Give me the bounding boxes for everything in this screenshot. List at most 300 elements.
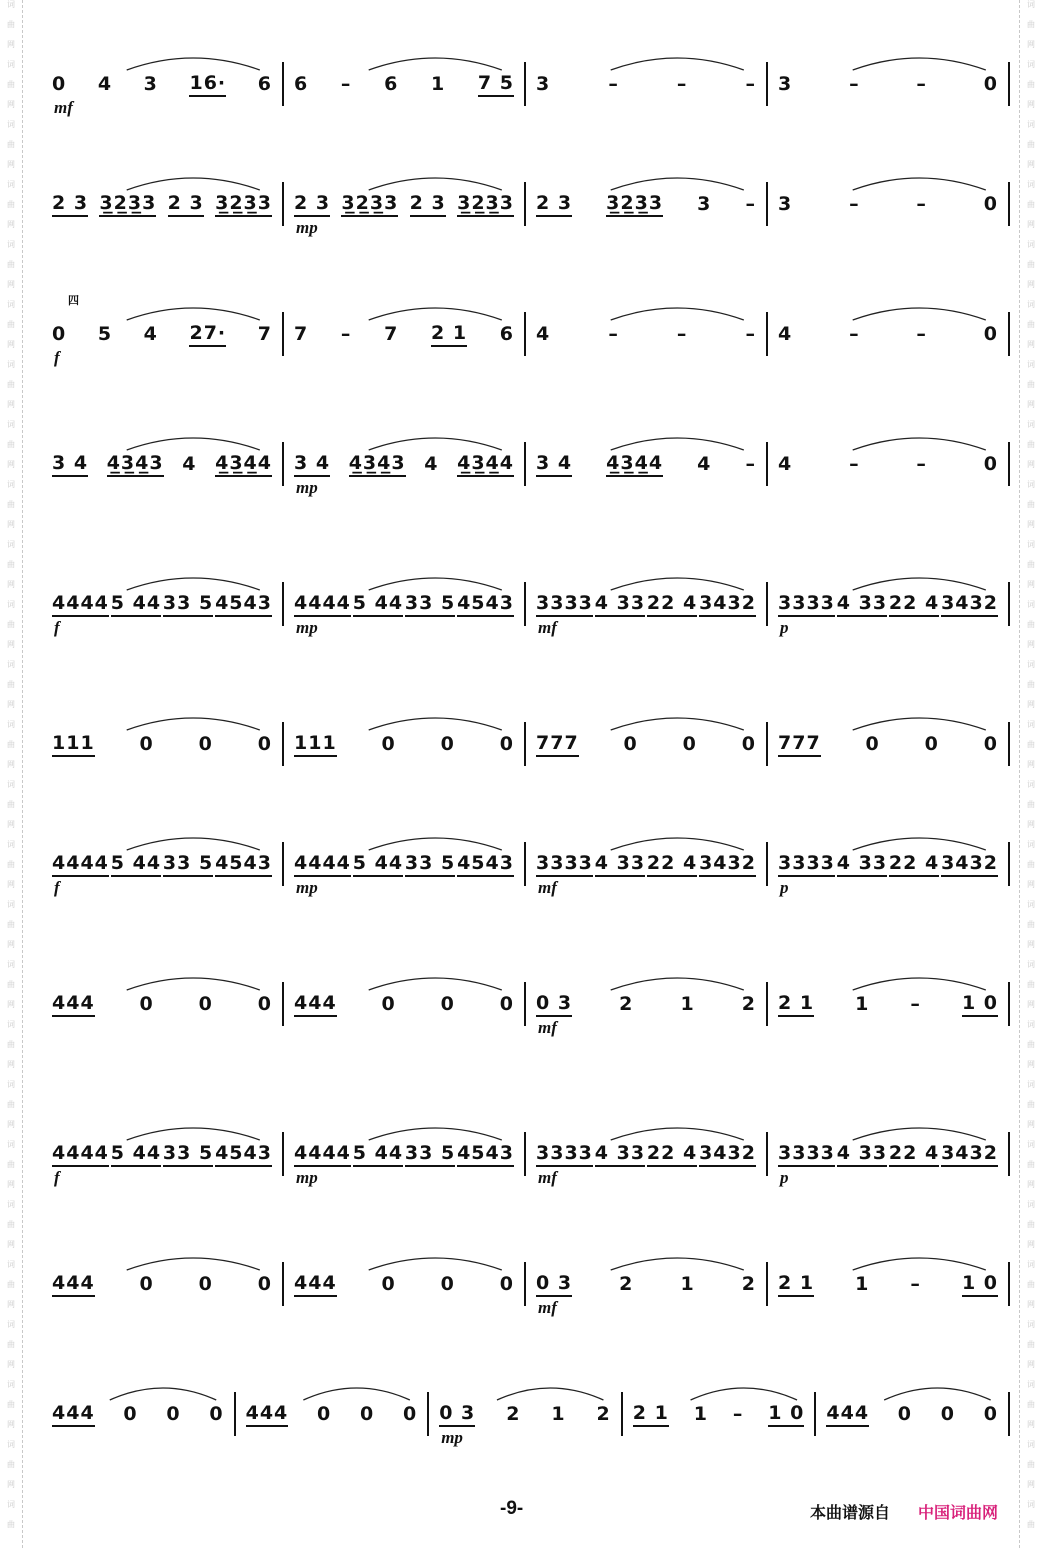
slur bbox=[369, 178, 502, 190]
note-group: 2 3 bbox=[294, 192, 330, 217]
watermark-glyph: 词 bbox=[7, 720, 15, 729]
watermark-glyph: 曲 bbox=[7, 380, 15, 389]
watermark-glyph: 网 bbox=[7, 1240, 15, 1249]
note-group: 6 bbox=[499, 322, 514, 345]
note-group: 3432 bbox=[699, 1142, 756, 1167]
dynamic-marking: mf bbox=[538, 618, 557, 637]
note-group: 4 33 bbox=[837, 592, 887, 617]
source-label: 本曲谱源自 bbox=[810, 1505, 891, 1522]
watermark-glyph: 网 bbox=[1027, 40, 1035, 49]
note-group: 0 bbox=[209, 1402, 224, 1425]
watermark-glyph: 词 bbox=[1027, 960, 1035, 969]
watermark-glyph: 曲 bbox=[7, 800, 15, 809]
score-system bbox=[42, 1240, 1010, 1340]
left-watermark-strip bbox=[0, 0, 23, 1548]
watermark-glyph: 词 bbox=[7, 300, 15, 309]
note-group: 4 bbox=[97, 72, 113, 95]
note-group: 1 bbox=[680, 1272, 695, 1295]
note-group: 0 bbox=[139, 992, 154, 1015]
watermark-glyph: 曲 bbox=[1027, 20, 1035, 29]
watermark-glyph: 词 bbox=[1027, 1440, 1035, 1449]
score-system bbox=[42, 960, 1010, 1060]
slur-arcs bbox=[42, 160, 1010, 200]
note-group: 2 1 bbox=[633, 1402, 669, 1427]
note-group: 4543 bbox=[457, 852, 514, 877]
note-group: 5 44 bbox=[111, 852, 161, 877]
note-group: 0 bbox=[52, 322, 67, 345]
slur-arcs bbox=[42, 560, 1010, 600]
watermark-glyph: 词 bbox=[1027, 120, 1035, 129]
watermark-glyph: 词 bbox=[1027, 240, 1035, 249]
dynamic-marking: f bbox=[54, 878, 60, 897]
note-group: 1 bbox=[551, 1402, 566, 1425]
dynamic-marking: mf bbox=[538, 878, 557, 897]
dynamic-marking: f bbox=[54, 618, 60, 637]
watermark-glyph: 网 bbox=[7, 1060, 15, 1069]
note-group: 22 4 bbox=[647, 592, 697, 617]
note-group: 5 bbox=[97, 322, 113, 345]
watermark-glyph: 网 bbox=[1027, 1000, 1035, 1009]
watermark-glyph: 网 bbox=[7, 1480, 15, 1489]
slur bbox=[497, 1388, 603, 1400]
watermark-glyph: 网 bbox=[7, 580, 15, 589]
note-group: 1 bbox=[693, 1402, 708, 1425]
watermark-glyph: 词 bbox=[1027, 540, 1035, 549]
watermark-glyph: 曲 bbox=[1027, 1340, 1035, 1349]
note-group: 4 bbox=[697, 452, 712, 475]
watermark-glyph: 词 bbox=[7, 180, 15, 189]
note-group: 1 0 bbox=[962, 1272, 998, 1297]
watermark-glyph: 词 bbox=[1027, 1260, 1035, 1269]
watermark-glyph: 词 bbox=[7, 1080, 15, 1089]
watermark-glyph: 网 bbox=[1027, 280, 1035, 289]
note-group: 33 5 bbox=[163, 852, 213, 877]
watermark-glyph: 网 bbox=[7, 940, 15, 949]
watermark-glyph: 词 bbox=[7, 0, 15, 9]
note-group: 16· bbox=[189, 72, 226, 97]
note-group: 444 bbox=[826, 1402, 869, 1427]
note-group: 4444 bbox=[52, 852, 109, 877]
note-group: 444 bbox=[52, 1402, 95, 1427]
note-group: 2 bbox=[506, 1402, 521, 1425]
note-group: 0 bbox=[499, 732, 514, 755]
watermark-glyph: 曲 bbox=[1027, 80, 1035, 89]
note-group: 22 4 bbox=[647, 852, 697, 877]
note-group: 111 bbox=[294, 732, 337, 757]
note-group: – bbox=[676, 72, 688, 95]
note-group: 3333 bbox=[778, 852, 835, 877]
note-group: – bbox=[849, 192, 860, 215]
note-group: 5 44 bbox=[353, 852, 403, 877]
slur bbox=[611, 178, 744, 190]
watermark-glyph: 词 bbox=[7, 1320, 15, 1329]
slur bbox=[853, 308, 986, 320]
note-group: 3̲2̲3̲3 bbox=[341, 192, 398, 217]
note-group: 2 3 bbox=[52, 192, 88, 217]
watermark-glyph: 词 bbox=[7, 900, 15, 909]
watermark-glyph: 网 bbox=[7, 760, 15, 769]
watermark-glyph: 曲 bbox=[1027, 1040, 1035, 1049]
slur-arcs bbox=[42, 820, 1010, 860]
watermark-glyph: 词 bbox=[7, 1380, 15, 1389]
watermark-glyph: 网 bbox=[7, 1420, 15, 1429]
note-group: 5 44 bbox=[111, 1142, 161, 1167]
note-group: 4444 bbox=[294, 592, 351, 617]
note-group: 4 33 bbox=[837, 1142, 887, 1167]
watermark-glyph: 网 bbox=[1027, 1240, 1035, 1249]
watermark-glyph: 网 bbox=[1027, 340, 1035, 349]
dynamic-marking: mf bbox=[538, 1298, 557, 1317]
note-group: 33 5 bbox=[405, 592, 455, 617]
score-system bbox=[42, 560, 1010, 660]
note-group: 444 bbox=[52, 992, 95, 1017]
watermark-glyph: 词 bbox=[7, 60, 15, 69]
note-group: 2 1 bbox=[431, 322, 467, 347]
watermark-glyph: 网 bbox=[1027, 580, 1035, 589]
note-group: 0 bbox=[865, 732, 880, 755]
note-group: 0 bbox=[440, 1272, 455, 1295]
note-group: 0 bbox=[317, 1402, 332, 1425]
note-group: – bbox=[916, 452, 927, 475]
watermark-glyph: 网 bbox=[1027, 820, 1035, 829]
note-group: 0 bbox=[198, 732, 213, 755]
watermark-glyph: 曲 bbox=[7, 680, 15, 689]
slur bbox=[303, 1388, 409, 1400]
note-group: 0 bbox=[983, 732, 998, 755]
note-group: 0 bbox=[381, 992, 396, 1015]
watermark-glyph: 网 bbox=[7, 1120, 15, 1129]
note-group: 6 bbox=[294, 72, 309, 95]
watermark-glyph: 曲 bbox=[7, 140, 15, 149]
watermark-glyph: 网 bbox=[1027, 1360, 1035, 1369]
slur bbox=[853, 58, 986, 70]
watermark-glyph: 曲 bbox=[1027, 680, 1035, 689]
note-group: 3 4 bbox=[294, 452, 330, 477]
note-group: 0 bbox=[440, 992, 455, 1015]
dynamic-marking: f bbox=[54, 1168, 60, 1187]
note-group: – bbox=[745, 322, 756, 345]
watermark-glyph: 曲 bbox=[7, 1400, 15, 1409]
watermark-glyph: 网 bbox=[1027, 1120, 1035, 1129]
slur bbox=[611, 718, 744, 730]
watermark-glyph: 曲 bbox=[7, 740, 15, 749]
watermark-glyph: 网 bbox=[1027, 1180, 1035, 1189]
watermark-glyph: 词 bbox=[1027, 480, 1035, 489]
watermark-glyph: 网 bbox=[1027, 460, 1035, 469]
rehearsal-annotation: 四 bbox=[68, 294, 79, 307]
note-group: 22 4 bbox=[889, 592, 939, 617]
slur-arcs bbox=[42, 700, 1010, 740]
note-group: 4543 bbox=[215, 852, 272, 877]
note-group: 2 3 bbox=[168, 192, 204, 217]
note-group: 4 33 bbox=[595, 592, 645, 617]
dynamic-marking: mp bbox=[296, 878, 318, 897]
watermark-glyph: 词 bbox=[7, 480, 15, 489]
slur bbox=[127, 578, 260, 590]
note-group: 4 33 bbox=[595, 852, 645, 877]
watermark-glyph: 词 bbox=[7, 1500, 15, 1509]
note-group: 3333 bbox=[778, 592, 835, 617]
note-group: 33 5 bbox=[163, 592, 213, 617]
watermark-glyph: 网 bbox=[7, 1300, 15, 1309]
watermark-glyph: 曲 bbox=[1027, 1220, 1035, 1229]
watermark-glyph: 曲 bbox=[1027, 1460, 1035, 1469]
note-group: 0 bbox=[139, 1272, 154, 1295]
note-group: 2 bbox=[741, 1272, 756, 1295]
dynamic-marking: mp bbox=[296, 218, 318, 237]
dynamic-marking: mf bbox=[538, 1018, 557, 1037]
watermark-glyph: 曲 bbox=[7, 1100, 15, 1109]
watermark-glyph: 曲 bbox=[7, 1520, 15, 1529]
note-group: – bbox=[608, 72, 619, 95]
note-group: 444 bbox=[294, 992, 337, 1017]
note-group: 4̲3̲4̲3 bbox=[349, 452, 406, 477]
note-group: 0 bbox=[499, 1272, 514, 1295]
note-group: – bbox=[916, 192, 927, 215]
watermark-glyph: 曲 bbox=[7, 1460, 15, 1469]
score-system bbox=[42, 420, 1010, 520]
note-group: 4543 bbox=[457, 1142, 514, 1167]
watermark-glyph: 网 bbox=[7, 1180, 15, 1189]
watermark-glyph: 网 bbox=[7, 400, 15, 409]
watermark-glyph: 词 bbox=[1027, 180, 1035, 189]
watermark-glyph: 网 bbox=[1027, 400, 1035, 409]
note-group: 0 bbox=[940, 1402, 955, 1425]
note-group: 3 4 bbox=[536, 452, 572, 477]
note-group: 22 4 bbox=[889, 852, 939, 877]
note-group: 3432 bbox=[941, 1142, 998, 1167]
note-group: 4 bbox=[143, 322, 158, 345]
watermark-glyph: 曲 bbox=[1027, 200, 1035, 209]
watermark-glyph: 曲 bbox=[1027, 740, 1035, 749]
watermark-glyph: 曲 bbox=[7, 620, 15, 629]
note-group: 0 3 bbox=[439, 1402, 475, 1427]
dynamic-marking: p bbox=[780, 618, 789, 637]
slur bbox=[369, 718, 502, 730]
watermark-glyph: 网 bbox=[1027, 760, 1035, 769]
watermark-glyph: 词 bbox=[7, 120, 15, 129]
dynamic-marking: f bbox=[54, 348, 60, 367]
slur-arcs bbox=[42, 960, 1010, 1000]
slur bbox=[127, 1258, 260, 1270]
note-group: 6 bbox=[384, 72, 399, 95]
note-group: – bbox=[849, 322, 860, 345]
note-group: 4444 bbox=[294, 1142, 351, 1167]
slur bbox=[127, 178, 260, 190]
slur bbox=[369, 308, 502, 320]
note-group: 2 1 bbox=[778, 1272, 814, 1297]
note-group: – bbox=[849, 452, 860, 475]
note-group: – bbox=[340, 72, 352, 95]
note-group: 4 bbox=[778, 322, 793, 345]
slur-arcs bbox=[42, 1370, 1010, 1410]
note-group: 22 4 bbox=[889, 1142, 939, 1167]
note-group: – bbox=[676, 322, 688, 345]
note-group: 3̲2̲3̲3 bbox=[215, 192, 272, 217]
note-group: 4̲3̲4̲4 bbox=[606, 452, 663, 477]
slur bbox=[127, 1128, 260, 1140]
note-group: 4 bbox=[536, 322, 551, 345]
watermark-glyph: 网 bbox=[7, 100, 15, 109]
watermark-glyph: 网 bbox=[7, 880, 15, 889]
note-group: 4543 bbox=[215, 1142, 272, 1167]
note-group: 27· bbox=[189, 322, 226, 347]
score-system bbox=[42, 40, 1010, 140]
slur bbox=[853, 438, 986, 450]
note-group: 4444 bbox=[294, 852, 351, 877]
note-group: – bbox=[340, 322, 352, 345]
note-group: 1 bbox=[855, 1272, 870, 1295]
slur bbox=[127, 838, 260, 850]
watermark-glyph: 网 bbox=[1027, 100, 1035, 109]
note-group: 4543 bbox=[215, 592, 272, 617]
note-group: 777 bbox=[536, 732, 579, 757]
watermark-glyph: 网 bbox=[1027, 700, 1035, 709]
score-system bbox=[42, 1110, 1010, 1210]
slur bbox=[611, 978, 744, 990]
note-group: 0 bbox=[897, 1402, 913, 1425]
note-group: 0 bbox=[359, 1402, 375, 1425]
watermark-glyph: 网 bbox=[7, 1000, 15, 1009]
watermark-glyph: 词 bbox=[1027, 300, 1035, 309]
slur-arcs bbox=[42, 290, 1010, 330]
note-group: 3333 bbox=[536, 1142, 593, 1167]
note-group: 0 bbox=[440, 732, 455, 755]
watermark-glyph: 曲 bbox=[1027, 380, 1035, 389]
source-site-link[interactable]: 中国词曲网 bbox=[918, 1505, 999, 1522]
note-group: 3 4 bbox=[52, 452, 88, 477]
watermark-glyph: 词 bbox=[7, 540, 15, 549]
note-group: 3 bbox=[143, 72, 158, 95]
watermark-glyph: 词 bbox=[1027, 900, 1035, 909]
watermark-glyph: 曲 bbox=[7, 320, 15, 329]
watermark-glyph: 词 bbox=[1027, 1080, 1035, 1089]
watermark-glyph: 词 bbox=[7, 960, 15, 969]
score-system bbox=[42, 1370, 1010, 1470]
note-group: 0 bbox=[381, 732, 396, 755]
watermark-glyph: 曲 bbox=[1027, 320, 1035, 329]
note-group: 0 bbox=[52, 72, 67, 95]
watermark-glyph: 网 bbox=[1027, 1060, 1035, 1069]
watermark-glyph: 曲 bbox=[1027, 1160, 1035, 1169]
note-group: 0 bbox=[983, 72, 998, 95]
note-group: 2 1 bbox=[778, 992, 814, 1017]
note-group: 3432 bbox=[941, 592, 998, 617]
watermark-glyph: 词 bbox=[7, 1140, 15, 1149]
watermark-glyph: 曲 bbox=[7, 80, 15, 89]
note-group: 0 bbox=[983, 1402, 998, 1425]
watermark-glyph: 曲 bbox=[7, 860, 15, 869]
watermark-glyph: 曲 bbox=[1027, 800, 1035, 809]
note-group: – bbox=[910, 1272, 921, 1295]
note-group: – bbox=[608, 322, 619, 345]
note-group: 111 bbox=[52, 732, 95, 757]
watermark-glyph: 曲 bbox=[1027, 1520, 1035, 1529]
slur bbox=[853, 1128, 986, 1140]
note-group: 4543 bbox=[457, 592, 514, 617]
note-group: 3333 bbox=[536, 592, 593, 617]
watermark-glyph: 词 bbox=[1027, 1320, 1035, 1329]
watermark-glyph: 曲 bbox=[7, 560, 15, 569]
watermark-glyph: 词 bbox=[1027, 1380, 1035, 1389]
note-group: 444 bbox=[246, 1402, 289, 1427]
note-group: 3432 bbox=[941, 852, 998, 877]
watermark-glyph: 曲 bbox=[1027, 1400, 1035, 1409]
note-group: 3 bbox=[697, 192, 712, 215]
note-group: 0 bbox=[623, 732, 638, 755]
note-group: 2 bbox=[741, 992, 756, 1015]
note-group: 3432 bbox=[699, 592, 756, 617]
note-group: 3 bbox=[778, 192, 793, 215]
note-group: 0 bbox=[381, 1272, 396, 1295]
note-group: 2 bbox=[619, 992, 634, 1015]
watermark-glyph: 词 bbox=[7, 600, 15, 609]
note-group: 22 4 bbox=[647, 1142, 697, 1167]
note-group: 3333 bbox=[778, 1142, 835, 1167]
dynamic-marking: mp bbox=[441, 1428, 463, 1447]
slur bbox=[853, 178, 986, 190]
note-group: 1 0 bbox=[768, 1402, 804, 1427]
watermark-glyph: 网 bbox=[1027, 220, 1035, 229]
dynamic-marking: mp bbox=[296, 1168, 318, 1187]
watermark-glyph: 词 bbox=[1027, 840, 1035, 849]
watermark-glyph: 词 bbox=[7, 1440, 15, 1449]
watermark-glyph: 曲 bbox=[7, 20, 15, 29]
note-group: 5 44 bbox=[353, 592, 403, 617]
watermark-glyph: 网 bbox=[7, 280, 15, 289]
note-group: 444 bbox=[52, 1272, 95, 1297]
watermark-glyph: 词 bbox=[1027, 720, 1035, 729]
watermark-glyph: 网 bbox=[1027, 640, 1035, 649]
slur-arcs bbox=[42, 420, 1010, 460]
slur bbox=[853, 1258, 986, 1270]
slur bbox=[884, 1388, 990, 1400]
watermark-glyph: 词 bbox=[1027, 60, 1035, 69]
dynamic-marking: mf bbox=[538, 1168, 557, 1187]
note-group: 2 bbox=[596, 1402, 611, 1425]
watermark-glyph: 词 bbox=[1027, 1140, 1035, 1149]
watermark-glyph: 词 bbox=[7, 420, 15, 429]
watermark-glyph: 词 bbox=[1027, 420, 1035, 429]
note-group: 0 bbox=[198, 1272, 213, 1295]
slur bbox=[853, 978, 986, 990]
note-group: 3 bbox=[536, 72, 551, 95]
watermark-glyph: 曲 bbox=[7, 260, 15, 269]
slur bbox=[853, 838, 986, 850]
watermark-glyph: 曲 bbox=[7, 440, 15, 449]
note-group: 0 bbox=[139, 732, 154, 755]
note-group: 1 bbox=[430, 72, 446, 95]
watermark-glyph: 词 bbox=[1027, 0, 1035, 9]
note-group: 7 bbox=[384, 322, 399, 345]
note-group: 0 bbox=[499, 992, 514, 1015]
watermark-glyph: 曲 bbox=[7, 1220, 15, 1229]
note-group: 33 5 bbox=[405, 852, 455, 877]
slur bbox=[369, 438, 502, 450]
watermark-glyph: 词 bbox=[1027, 1020, 1035, 1029]
note-group: 0 bbox=[682, 732, 697, 755]
watermark-glyph: 网 bbox=[1027, 1480, 1035, 1489]
watermark-glyph: 词 bbox=[1027, 1500, 1035, 1509]
note-group: – bbox=[745, 72, 756, 95]
slur bbox=[127, 718, 260, 730]
note-group: – bbox=[916, 72, 927, 95]
slur bbox=[127, 978, 260, 990]
watermark-glyph: 曲 bbox=[1027, 1280, 1035, 1289]
watermark-glyph: 曲 bbox=[7, 200, 15, 209]
watermark-glyph: 词 bbox=[1027, 360, 1035, 369]
score-system bbox=[42, 820, 1010, 920]
